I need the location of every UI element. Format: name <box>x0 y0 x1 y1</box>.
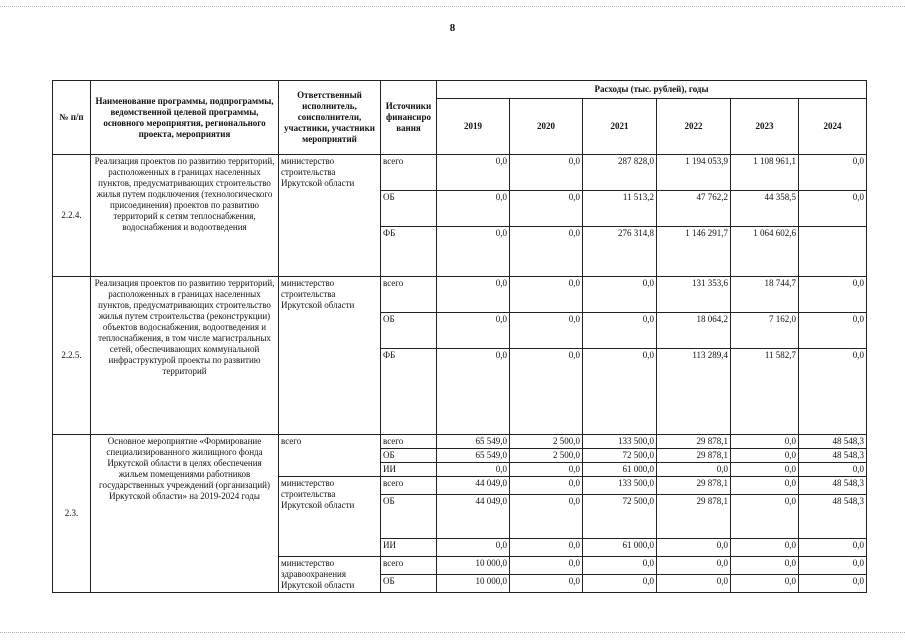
expense-value: 0,0 <box>437 539 510 557</box>
responsible-executor: министерство строительства Иркутской области <box>279 477 381 557</box>
expense-value: 0,0 <box>799 277 867 313</box>
expense-value: 133 500,0 <box>583 435 657 449</box>
table-row <box>53 155 867 191</box>
expense-value: 0,0 <box>510 155 583 191</box>
row-index: 2.2.4. <box>53 155 91 277</box>
expense-value: 29 878,1 <box>657 435 731 449</box>
funding-source: всего <box>381 277 437 313</box>
expense-value: 0,0 <box>799 575 867 593</box>
expense-value: 44 358,5 <box>731 191 799 227</box>
expense-value: 2 500,0 <box>510 435 583 449</box>
year-header: 2023 <box>731 99 799 155</box>
expense-value: 48 548,3 <box>799 449 867 463</box>
expense-value: 0,0 <box>510 477 583 495</box>
expense-value: 0,0 <box>731 477 799 495</box>
expense-value: 61 000,0 <box>583 463 657 477</box>
responsible-executor: всего <box>279 435 381 477</box>
expense-value: 29 878,1 <box>657 495 731 539</box>
expense-value: 0,0 <box>731 557 799 575</box>
expense-value: 0,0 <box>510 575 583 593</box>
expense-value: 0,0 <box>437 227 510 277</box>
expense-value: 0,0 <box>731 449 799 463</box>
year-header: 2019 <box>437 99 510 155</box>
expense-value: 0,0 <box>799 313 867 349</box>
expense-value: 0,0 <box>510 349 583 435</box>
expense-value: 47 762,2 <box>657 191 731 227</box>
expense-value: 0,0 <box>799 557 867 575</box>
expense-value: 48 548,3 <box>799 495 867 539</box>
expense-value: 133 500,0 <box>583 477 657 495</box>
measure-name: Реализация проектов по развитию территорий, расположенных в границах населенных пунктов, предусматривающих строительство жилья путем подключения (технологического присоединения) проектов по развитию территорий к сетям теплоснабжения, водоснабжения и водоотведения <box>91 155 279 277</box>
expense-value: 18 744,7 <box>731 277 799 313</box>
expense-value: 18 064,2 <box>657 313 731 349</box>
expense-value: 0,0 <box>510 277 583 313</box>
expense-value: 1 194 053,9 <box>657 155 731 191</box>
col-name-header: Наименование программы, подпрограммы, ведомственной целевой программы, основного мероприятия, регионального проекта, мероприятия <box>91 81 279 155</box>
measure-name: Основное мероприятие «Формирование специализированного жилищного фонда Иркутской области в целях обеспечения жильем помещениями работников государственных учреждений (организаций) Иркутской области» на 2019-2024 годы <box>91 435 279 593</box>
funding-source: всего <box>381 155 437 191</box>
expense-value: 0,0 <box>510 539 583 557</box>
expense-value: 0,0 <box>799 155 867 191</box>
expense-value: 0,0 <box>799 539 867 557</box>
expense-value: 0,0 <box>437 313 510 349</box>
expense-value: 0,0 <box>510 463 583 477</box>
funding-source: ОБ <box>381 313 437 349</box>
funding-source: всего <box>381 435 437 449</box>
header-row-top <box>53 81 867 99</box>
expense-value: 0,0 <box>583 277 657 313</box>
expense-value: 65 549,0 <box>437 435 510 449</box>
expense-value: 0,0 <box>731 539 799 557</box>
funding-source: ИИ <box>381 539 437 557</box>
responsible-executor: министерство строительства Иркутской области <box>279 155 381 277</box>
expense-value: 0,0 <box>799 349 867 435</box>
budget-table <box>52 80 867 593</box>
col-exp-header: Расходы (тыс. рублей), годы <box>437 81 867 99</box>
expense-value: 29 878,1 <box>657 477 731 495</box>
expense-value: 0,0 <box>731 495 799 539</box>
expense-value: 131 353,6 <box>657 277 731 313</box>
expense-value: 11 513,2 <box>583 191 657 227</box>
expense-value: 11 582,7 <box>731 349 799 435</box>
expense-value: 0,0 <box>583 313 657 349</box>
expense-value: 0,0 <box>799 463 867 477</box>
expense-value: 0,0 <box>583 575 657 593</box>
expense-value: 61 000,0 <box>583 539 657 557</box>
funding-source: ИИ <box>381 463 437 477</box>
expense-value: 0,0 <box>510 495 583 539</box>
expense-value <box>799 227 867 277</box>
page-number: 8 <box>449 22 456 34</box>
expense-value: 0,0 <box>657 557 731 575</box>
expense-value: 65 549,0 <box>437 449 510 463</box>
col-src-header: Источники финансиро вания <box>381 81 437 155</box>
funding-source: ОБ <box>381 191 437 227</box>
col-num-header: № п/п <box>53 81 91 155</box>
expense-value: 0,0 <box>437 463 510 477</box>
expense-value: 1 108 961,1 <box>731 155 799 191</box>
expense-value: 72 500,0 <box>583 495 657 539</box>
expense-value: 0,0 <box>437 191 510 227</box>
col-resp-header: Ответственный исполнитель, соисполнители, участники, участники мероприятий <box>279 81 381 155</box>
responsible-executor: министерство строительства Иркутской области <box>279 277 381 435</box>
year-header: 2024 <box>799 99 867 155</box>
expense-value: 48 548,3 <box>799 435 867 449</box>
expense-value: 276 314,8 <box>583 227 657 277</box>
expense-value: 0,0 <box>731 435 799 449</box>
funding-source: ОБ <box>381 575 437 593</box>
expense-value: 0,0 <box>510 191 583 227</box>
table-row <box>53 277 867 313</box>
scan-noise-top <box>0 6 905 8</box>
expense-value: 1 146 291,7 <box>657 227 731 277</box>
row-index: 2.2.5. <box>53 277 91 435</box>
expense-value: 0,0 <box>657 463 731 477</box>
expense-value: 10 000,0 <box>437 557 510 575</box>
expense-value: 0,0 <box>437 277 510 313</box>
expense-value: 0,0 <box>583 349 657 435</box>
expense-value: 0,0 <box>510 313 583 349</box>
measure-name: Реализация проектов по развитию территорий, расположенных в границах населенных пунктов, предусматривающих строительство жилья путем строительства (реконструкции) объектов водоснабжения, водоотведения и теплоснабжения, в том числе магистральных сетей, обеспечивающих коммунальной инфраструктурой проекты по развитию территорий <box>91 277 279 435</box>
year-header: 2022 <box>657 99 731 155</box>
responsible-executor: министерство здравоохранения Иркутской области <box>279 557 381 593</box>
year-header: 2020 <box>510 99 583 155</box>
expense-value: 2 500,0 <box>510 449 583 463</box>
funding-source: ОБ <box>381 495 437 539</box>
funding-source: ФБ <box>381 349 437 435</box>
expense-value: 72 500,0 <box>583 449 657 463</box>
expense-value: 0,0 <box>731 463 799 477</box>
table-row <box>53 435 867 449</box>
expense-value: 7 162,0 <box>731 313 799 349</box>
expense-value: 0,0 <box>437 155 510 191</box>
expense-value: 287 828,0 <box>583 155 657 191</box>
expense-value: 0,0 <box>799 191 867 227</box>
expense-value: 0,0 <box>657 575 731 593</box>
expense-value: 113 289,4 <box>657 349 731 435</box>
table-body <box>53 155 867 593</box>
expense-value: 48 548,3 <box>799 477 867 495</box>
budget-table-wrap <box>52 80 866 593</box>
expense-value: 0,0 <box>510 227 583 277</box>
expense-value: 0,0 <box>510 557 583 575</box>
expense-value: 1 064 602,6 <box>731 227 799 277</box>
funding-source: всего <box>381 557 437 575</box>
expense-value: 29 878,1 <box>657 449 731 463</box>
expense-value: 0,0 <box>657 539 731 557</box>
expense-value: 0,0 <box>437 349 510 435</box>
funding-source: ОБ <box>381 449 437 463</box>
scan-noise-bottom <box>0 632 905 634</box>
year-header: 2021 <box>583 99 657 155</box>
expense-value: 44 049,0 <box>437 477 510 495</box>
row-index: 2.3. <box>53 435 91 593</box>
funding-source: ФБ <box>381 227 437 277</box>
expense-value: 0,0 <box>583 557 657 575</box>
funding-source: всего <box>381 477 437 495</box>
expense-value: 0,0 <box>731 575 799 593</box>
expense-value: 10 000,0 <box>437 575 510 593</box>
expense-value: 44 049,0 <box>437 495 510 539</box>
